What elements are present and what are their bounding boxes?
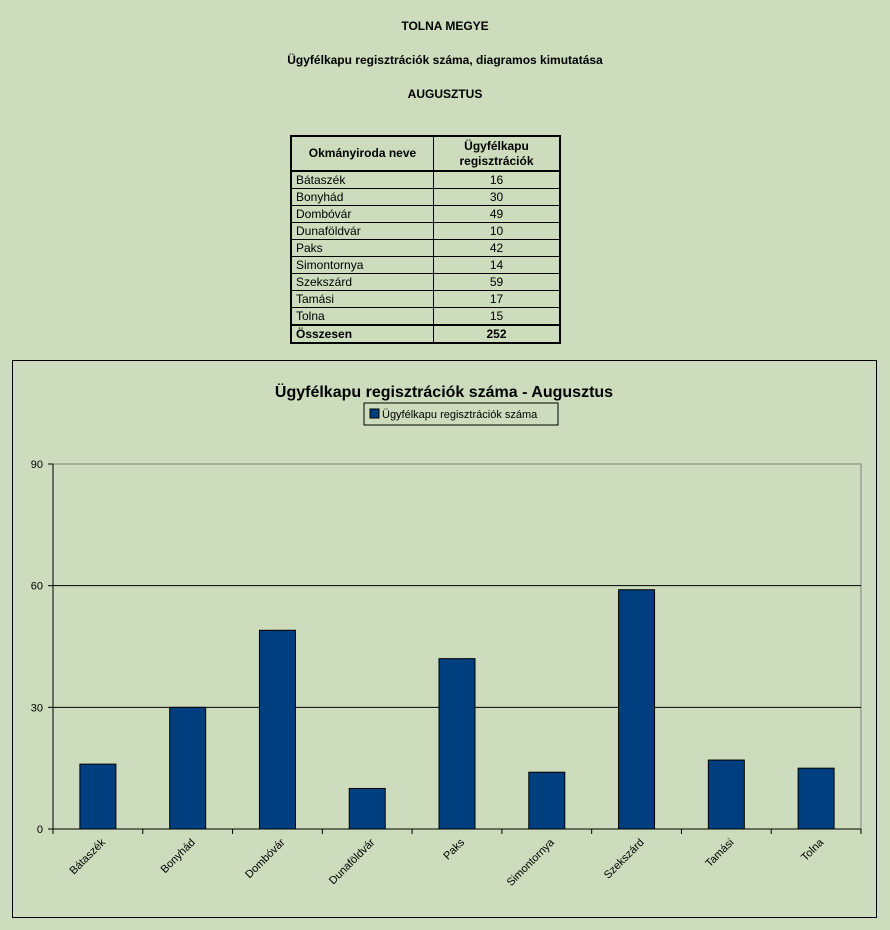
legend — [364, 403, 558, 425]
bar — [80, 764, 116, 829]
x-tick-label: Tolna — [799, 836, 827, 864]
chart-area — [12, 360, 877, 918]
chart-title: Ügyfélkapu regisztrációk száma - Augusztus — [274, 384, 614, 401]
y-tick-label: 0 — [36, 824, 43, 836]
plot-area — [31, 459, 861, 889]
office-name: Szekszárd — [291, 274, 434, 291]
table-row — [291, 171, 560, 189]
table-header-row — [291, 136, 560, 171]
registration-count: 30 — [434, 189, 561, 206]
registration-count: 14 — [434, 257, 561, 274]
registration-count: 16 — [434, 171, 561, 189]
bar — [619, 590, 655, 829]
office-name: Dunaföldvár — [291, 223, 434, 240]
column-header-office: Okmányiroda neve — [291, 136, 434, 171]
bar — [259, 630, 295, 829]
registration-count: 15 — [434, 308, 561, 326]
registration-count: 42 — [434, 240, 561, 257]
bar — [708, 760, 744, 829]
month-title: AUGUSZTUS — [407, 87, 483, 101]
bar — [170, 707, 206, 829]
x-tick-label: Simontornya — [504, 836, 557, 889]
x-tick-label: Szekszárd — [601, 836, 647, 882]
column-header-line2: regisztrációk — [459, 153, 534, 168]
x-tick-label: Dombóvár — [243, 836, 288, 882]
table-row — [291, 223, 560, 240]
column-header-line1: Ügyfélkapu — [464, 138, 529, 153]
legend-swatch — [370, 409, 379, 418]
y-tick-label: 60 — [30, 580, 43, 593]
x-tick-label: Bonyhád — [158, 836, 198, 876]
table-row — [291, 206, 560, 223]
bar — [349, 788, 385, 829]
registrations-table — [290, 135, 561, 344]
table-row — [291, 274, 560, 291]
table-row — [291, 189, 560, 206]
x-tick-label: Dunaföldvár — [326, 836, 378, 888]
total-label: Összesen — [291, 325, 434, 343]
y-tick-label: 30 — [30, 702, 43, 715]
bar — [439, 659, 475, 829]
county-title: TOLNA MEGYE — [401, 19, 489, 33]
registration-count: 10 — [434, 223, 561, 240]
table-row — [291, 308, 560, 326]
office-name: Tamási — [291, 291, 434, 308]
y-tick-label: 90 — [30, 459, 43, 471]
registration-count: 59 — [434, 274, 561, 291]
table-row — [291, 291, 560, 308]
x-tick-label: Tamási — [703, 836, 737, 870]
column-header-registrations — [434, 136, 561, 171]
office-name: Dombóvár — [291, 206, 434, 223]
bar — [529, 772, 565, 829]
bar — [798, 768, 834, 829]
table-row — [291, 257, 560, 274]
registration-count: 49 — [434, 206, 561, 223]
legend-label: Ügyfélkapu regisztrációk száma — [382, 409, 538, 421]
x-tick-label: Bátaszék — [67, 836, 109, 878]
office-name: Bonyhád — [291, 189, 434, 206]
office-name: Tolna — [291, 308, 434, 326]
total-value: 252 — [434, 325, 561, 343]
table-row — [291, 240, 560, 257]
x-tick-label: Paks — [441, 836, 468, 863]
report-subtitle: Ügyfélkapu regisztrációk száma, diagramos kimutatása — [287, 53, 603, 67]
office-name: Bátaszék — [291, 171, 434, 189]
registration-count: 17 — [434, 291, 561, 308]
total-row — [291, 325, 560, 343]
bar-chart — [13, 361, 876, 917]
office-name: Paks — [291, 240, 434, 257]
office-name: Simontornya — [291, 257, 434, 274]
